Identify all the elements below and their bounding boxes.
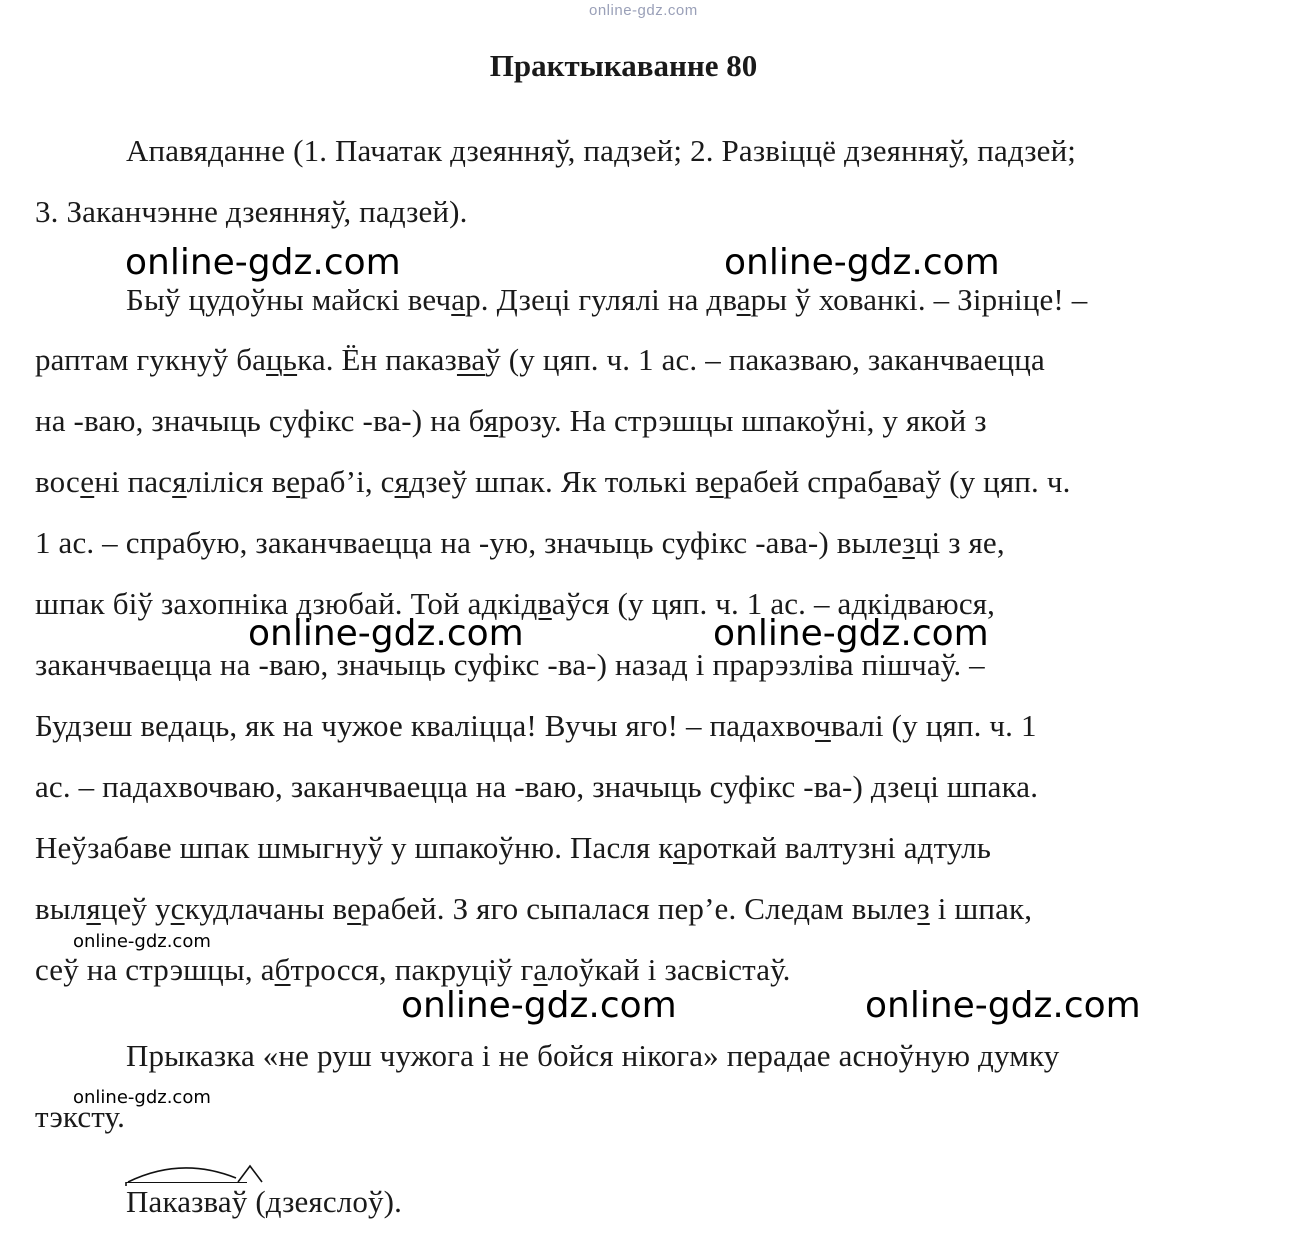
watermark-big-6: online-gdz.com	[865, 985, 1141, 1026]
paragraph-3-line-1: Прыказка «не руш чужога і не бойся нікога» перадае асноўную думку	[126, 1038, 1060, 1073]
text-segment: Быў цудоўны майскі веч	[126, 282, 452, 317]
text-segment: валі (у цяп. ч. 1	[830, 708, 1037, 743]
watermark-big-4: online-gdz.com	[713, 613, 989, 654]
text-segment: аўся (у цяп. ч. 1 ас. – адкідваюся,	[551, 586, 996, 621]
underlined-letter: е	[80, 464, 95, 499]
underlined-letter: я	[394, 464, 409, 499]
underlined-letter: дв	[521, 586, 552, 621]
story-line-9: ас. – падахвочваю, заканчваецца на -ваю, значыць суфікс -ва-) дзеці шпака.	[35, 769, 1039, 804]
underlined-letter: с	[170, 891, 185, 926]
text-segment: цеў у	[100, 891, 171, 926]
story-line-8	[35, 708, 1037, 744]
text-segment: лоўкай і засвістаў.	[547, 952, 791, 987]
watermark-small-1: online-gdz.com	[73, 931, 211, 952]
text-segment: сеў на стрэшцы, а	[35, 952, 275, 987]
underlined-letter: а	[533, 952, 548, 987]
morpheme-analysis-line	[126, 1184, 402, 1220]
text-segment: вос	[35, 464, 81, 499]
text-segment: 1 ас. – спрабую, заканчваецца на -ую, значыць суфікс -ава-) выле	[35, 525, 903, 560]
text-segment: розу. На стрэшцы шпакоўні, у якой з	[498, 403, 987, 438]
story-line-3	[35, 403, 987, 439]
part-of-speech-label: (дзеяслоў).	[247, 1184, 403, 1219]
underlined-letter: е	[347, 891, 362, 926]
underlined-letter: б	[274, 952, 291, 987]
underlined-letter: ч	[815, 708, 831, 743]
underlined-letter: а	[451, 282, 466, 317]
underlined-letter: ва	[456, 342, 486, 377]
text-segment: Будзеш ведаць, як на чужое кваліцца! Вучы яго! – падахво	[35, 708, 816, 743]
underlined-letter: е	[286, 464, 301, 499]
watermark-big-1: online-gdz.com	[125, 242, 401, 283]
text-segment: на -ваю, значыць суфікс -ва-) на б	[35, 403, 484, 438]
text-segment: тросся, пакруціў г	[290, 952, 534, 987]
text-segment: Неўзабаве шпак шмыгнуў у шпакоўню. Пасля к	[35, 830, 674, 865]
text-segment: рабей. З яго сыпалася пер’е. Следам выле	[361, 891, 918, 926]
story-line-10	[35, 830, 991, 866]
text-segment: р. Дзеці гулялі на дв	[465, 282, 737, 317]
underlined-letter: а	[673, 830, 687, 865]
suffix-mark-1	[238, 1166, 262, 1182]
watermark-small-2: online-gdz.com	[73, 1087, 211, 1108]
story-line-12	[35, 952, 791, 988]
underlined-letter: з	[902, 525, 915, 560]
page-title: Практыкаванне 80	[489, 48, 758, 83]
paragraph-1-line-1: Апавяданне (1. Пачатак дзеянняў, падзей; 2. Развіццё дзеянняў, падзей;	[126, 133, 1077, 168]
text-segment: раптам гукнуў ба	[35, 342, 267, 377]
text-segment: кудлачаны в	[184, 891, 348, 926]
underlined-letter: я	[172, 464, 187, 499]
story-line-11	[35, 891, 1032, 927]
paragraph-3-line-2: тэксту.	[35, 1099, 126, 1134]
word-paskazvau: Паказваў	[126, 1184, 248, 1219]
watermark-top: online-gdz.com	[589, 2, 698, 19]
underlined-letter: я	[86, 891, 101, 926]
underlined-letter: я	[483, 403, 499, 438]
underlined-letter: а	[883, 464, 898, 499]
text-segment: ка. Ён паказ	[297, 342, 457, 377]
story-line-5	[35, 525, 1005, 561]
underlined-letter: ць	[266, 342, 298, 377]
text-segment: роткай валтузні адтуль	[686, 830, 992, 865]
paragraph-1-line-2: 3. Заканчэнне дзеянняў, падзей).	[35, 194, 468, 229]
text-segment: ці з яе,	[914, 525, 1005, 560]
text-segment: ліліся в	[186, 464, 287, 499]
watermark-big-5: online-gdz.com	[401, 985, 677, 1026]
text-segment: ні пас	[94, 464, 173, 499]
morpheme-word	[126, 1184, 247, 1220]
text-segment: ў (у цяп. ч. 1 ас. – паказваю, заканчваецца	[485, 342, 1045, 377]
underlined-letter: з	[917, 891, 930, 926]
story-line-2	[35, 342, 1045, 378]
text-segment: дзеў шпак. Як толькі в	[408, 464, 710, 499]
underlined-letter: а	[736, 282, 751, 317]
watermark-big-2: online-gdz.com	[724, 242, 1000, 283]
text-segment: рабей спраб	[723, 464, 884, 499]
text-segment: ваў (у цяп. ч.	[897, 464, 1071, 499]
story-line-4	[35, 464, 1071, 500]
text-segment: шпак біў захопніка дзюбай. Той адкі	[35, 586, 522, 621]
text-segment: і шпак,	[929, 891, 1033, 926]
underlined-letter: е	[709, 464, 724, 499]
morpheme-marks	[126, 1158, 266, 1188]
text-segment: выл	[35, 891, 87, 926]
story-line-7: заканчваецца на -ваю, значыць суфікс -ва-) назад і прарэзліва пішчаў. –	[35, 647, 985, 682]
watermark-big-3: online-gdz.com	[248, 613, 524, 654]
story-line-1	[126, 282, 1087, 318]
root-arc-mark	[128, 1168, 236, 1182]
text-segment: ры ў хованкі. – Зірніце! –	[750, 282, 1088, 317]
text-segment: раб’і, с	[300, 464, 395, 499]
